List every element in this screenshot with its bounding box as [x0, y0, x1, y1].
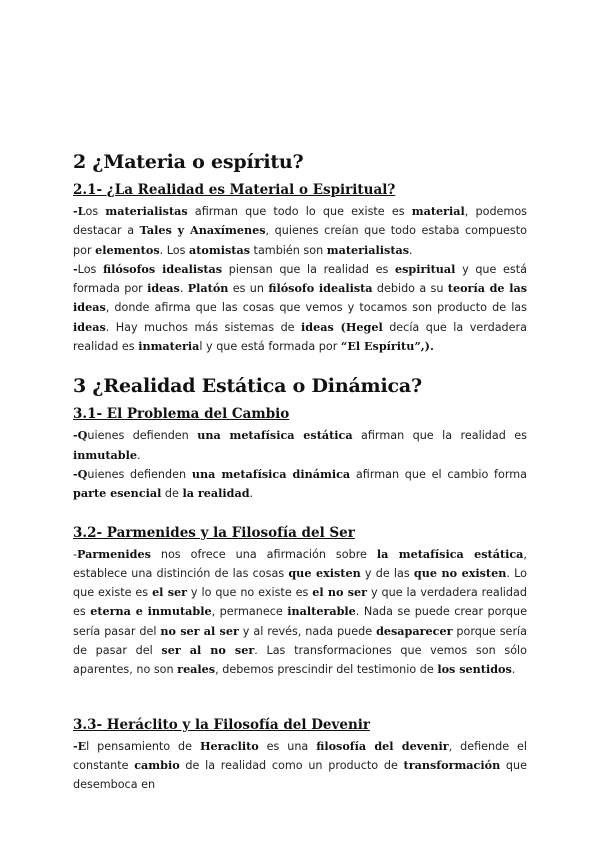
bold-term: eterna e inmutable: [90, 604, 212, 619]
text-run: de la realidad como un producto de: [179, 758, 404, 772]
text-run: piensan que la realidad es: [222, 262, 395, 276]
bold-term: inalterable: [287, 604, 356, 619]
bold-term: filósofos idealistas: [103, 261, 223, 276]
bold-term: Platón: [187, 281, 229, 296]
paragraph-idealists: [73, 260, 527, 356]
bold-term: el no ser: [312, 585, 368, 600]
bold-term: ideas: [73, 319, 106, 334]
bold-term: atomistas: [189, 242, 250, 257]
bold-term: -Q: [73, 466, 88, 481]
text-run: , debemos prescindir del testimonio de: [215, 663, 438, 677]
text-run: y lo que no existe es: [187, 586, 313, 600]
bold-term: -E: [73, 738, 87, 753]
text-run: . Los: [159, 243, 190, 257]
text-run: uienes defienden: [87, 467, 192, 481]
subsection-3-3-title: 3.3- Heráclito y la Filosofía del Devenir: [73, 716, 371, 733]
bold-term: inmutable: [73, 447, 137, 462]
text-run: . Hay muchos más sistemas de: [105, 320, 302, 334]
bold-term: desaparecer: [376, 623, 453, 638]
bold-term: teoría de las ideas: [73, 281, 528, 315]
text-run: .: [136, 448, 141, 462]
subsection-3-2-title: 3.2- Parmenides y la Filosofía del Ser: [73, 524, 355, 541]
bold-term: -: [73, 261, 78, 276]
bold-term: una metafísica estática: [197, 428, 353, 443]
bold-term: material: [411, 204, 465, 218]
text-run: , defiende el constante: [73, 739, 527, 772]
bold-term: “El Espíritu”,).: [340, 339, 434, 354]
bold-term: que no existen: [413, 565, 507, 580]
text-run: .: [179, 282, 188, 296]
bold-term: ideas (Hegel: [301, 319, 383, 334]
text-run: afirman que el cambio forma: [350, 467, 527, 481]
bold-term: Heraclito: [199, 738, 259, 753]
subsection-3-1-title: 3.1- El Problema del Cambio: [73, 406, 290, 423]
bold-term: inmateria: [138, 339, 200, 354]
text-run: .: [511, 663, 516, 677]
paragraph-static-metaphysics: [73, 426, 527, 465]
text-run: y que está formada por: [73, 262, 527, 296]
bold-term: materialistas: [105, 204, 188, 218]
bold-term: que existen: [288, 565, 361, 580]
text-run: porque sería de pasar del: [73, 624, 528, 658]
bold-term: -: [73, 204, 78, 218]
text-run: , establece una distinción de las cosas: [73, 547, 527, 580]
bold-term: Parmenides: [77, 546, 151, 561]
text-run: y de las: [360, 566, 414, 580]
bold-term: L: [77, 204, 86, 218]
text-run: uienes defienden: [87, 429, 198, 443]
text-run: es un: [228, 282, 269, 296]
text-run: , permanece: [211, 605, 288, 619]
bold-term: transformación: [403, 757, 501, 772]
text-run: . Las transformaciones que vemos son sólo aparentes, no son: [73, 644, 527, 677]
paragraph-materialists: [73, 202, 527, 260]
bold-term: filosofía del devenir: [316, 738, 449, 753]
section-3-title: 3 ¿Realidad Estática o Dinámica?: [73, 375, 422, 398]
text-run: l pensamiento de: [86, 739, 200, 753]
text-run: y que la verdadera realidad es: [73, 586, 527, 619]
text-run: y al revés, nada puede: [238, 624, 377, 638]
bold-term: la realidad: [182, 486, 250, 501]
text-run: , quienes creían que todo estaba compuesto por: [73, 224, 527, 257]
bold-term: ideas: [147, 281, 180, 296]
bold-term: espiritual: [395, 261, 456, 276]
text-run: l y que está formada por: [199, 340, 341, 354]
text-run: es una: [258, 739, 317, 753]
text-run: .: [249, 487, 254, 501]
text-run: , podemos destacar a: [73, 205, 528, 238]
text-run: debido a su: [372, 282, 448, 296]
text-run: . Nada se puede crear porque sería pasar del: [73, 605, 527, 638]
text-run: , donde afirma que las cosas que vemos y tocamos son producto de las: [105, 301, 527, 315]
text-run: afirman que la realidad es: [352, 429, 527, 443]
subsection-2-1-title: 2.1- ¿La Realidad es Material o Espiritual?: [73, 182, 396, 198]
bold-term: elementos: [95, 242, 160, 257]
bold-term: -Q: [73, 428, 88, 443]
text-run: decía que la verdadera realidad es: [73, 320, 527, 354]
bold-term: ser al no ser: [161, 643, 255, 658]
bold-term: parte esencial: [73, 486, 162, 501]
bold-term: el ser: [152, 585, 187, 600]
bold-term: no ser al ser: [160, 623, 239, 638]
text-run: de: [161, 487, 183, 501]
text-run: que desemboca en: [73, 758, 527, 792]
text-run: también son: [250, 243, 327, 257]
paragraph-dynamic-metaphysics: [73, 465, 527, 504]
bold-term: una metafísica dinámica: [191, 466, 351, 481]
paragraph-parmenides: [73, 545, 527, 680]
text-run: .: [409, 243, 413, 257]
text-run: . Lo que existe es: [73, 566, 527, 600]
text-run: nos ofrece una afirmación sobre: [150, 547, 377, 561]
text-run: -: [73, 547, 78, 561]
paragraph-heraclitus: [73, 737, 527, 795]
text-run: afirman que todo lo que existe es: [187, 205, 412, 218]
bold-term: cambio: [134, 757, 180, 772]
bold-term: filósofo idealista: [268, 281, 373, 296]
bold-term: reales: [177, 662, 216, 677]
bold-term: los sentidos: [437, 662, 512, 677]
bold-term: materialistas: [326, 242, 410, 257]
text-run: Los: [77, 262, 103, 276]
text-run: os: [85, 205, 106, 218]
section-2-title: 2 ¿Materia o espíritu?: [73, 151, 304, 173]
bold-term: la metafísica estática: [376, 546, 524, 561]
document-content: [73, 150, 527, 795]
bold-term: Tales y Anaxímenes: [139, 223, 266, 238]
